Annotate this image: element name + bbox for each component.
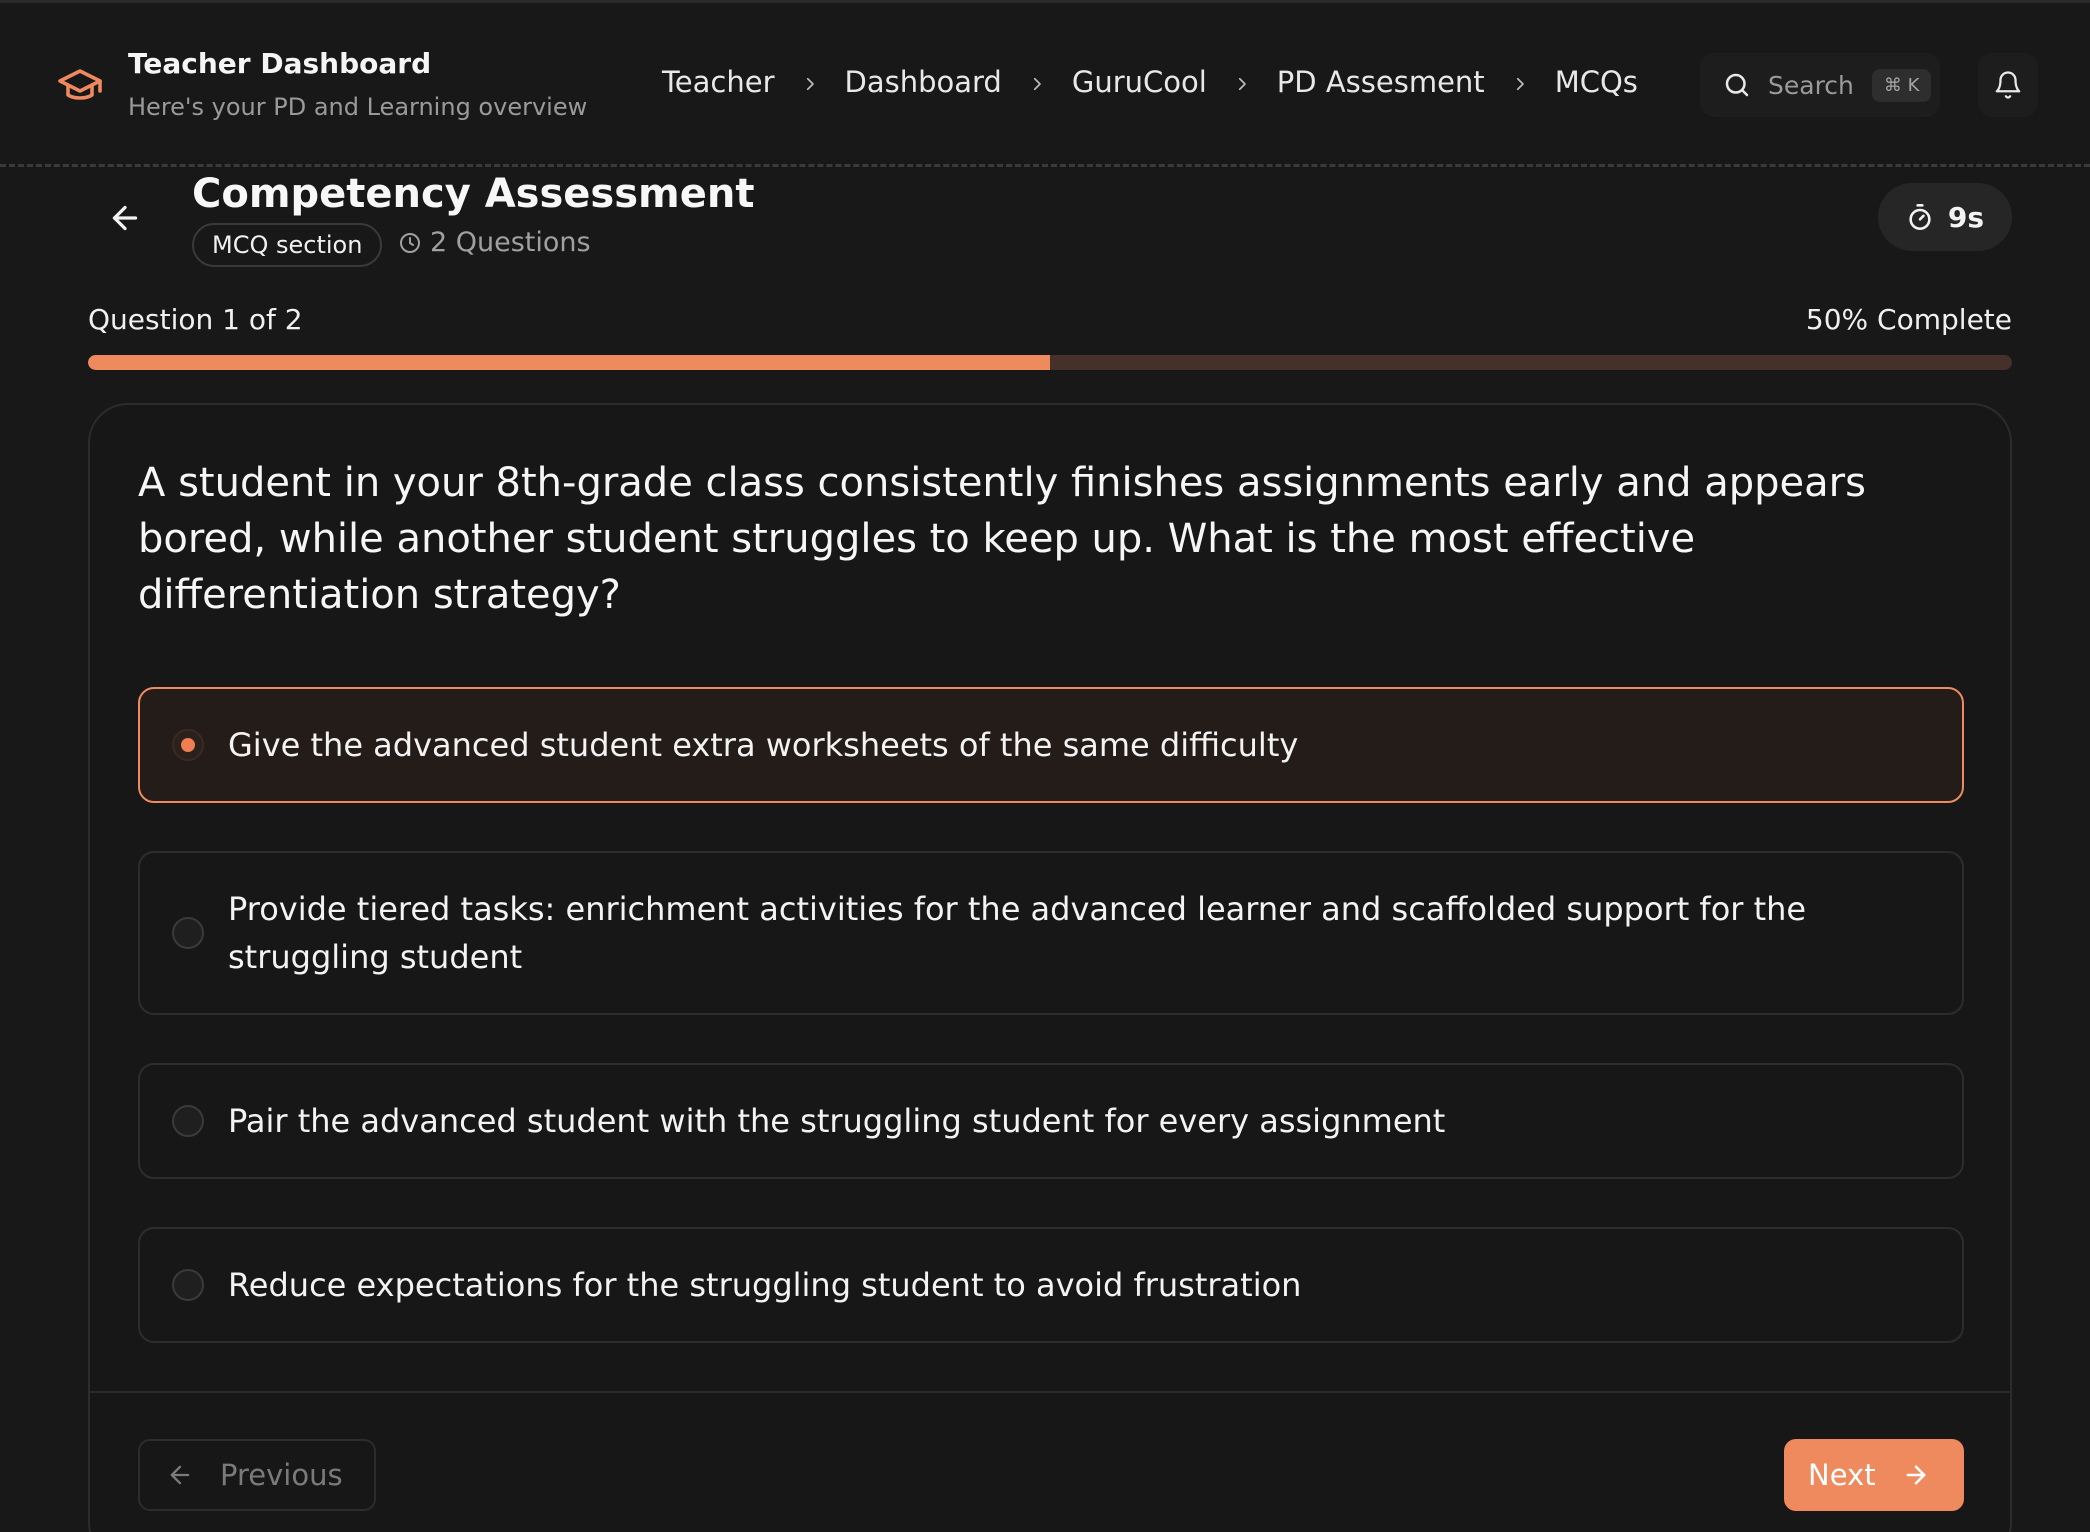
answer-option-label: Pair the advanced student with the struggling student for every assignment bbox=[228, 1102, 1446, 1140]
question-card bbox=[88, 403, 2012, 1532]
breadcrumb-teacher[interactable]: Teacher bbox=[662, 65, 775, 99]
radio-button[interactable] bbox=[172, 917, 204, 949]
previous-button[interactable] bbox=[138, 1439, 376, 1511]
next-button[interactable] bbox=[1784, 1439, 1964, 1511]
arrow-left-icon bbox=[107, 200, 143, 236]
search-label: Search bbox=[1768, 70, 1854, 100]
question-count bbox=[398, 227, 591, 258]
timer-value: 9s bbox=[1947, 200, 1985, 234]
timer-badge bbox=[1878, 183, 2012, 251]
search-shortcut: ⌘ K bbox=[1872, 69, 1932, 102]
breadcrumb-dashboard[interactable]: Dashboard bbox=[844, 65, 1002, 99]
answer-option-label: Provide tiered tasks: enrichment activities for the advanced learner and scaffolded support for the struggling student bbox=[228, 890, 1807, 976]
radio-selected-dot bbox=[181, 738, 195, 752]
next-button-label: Next bbox=[1808, 1458, 1876, 1492]
progress-bar bbox=[88, 355, 2012, 370]
chevron-right-icon bbox=[1002, 65, 1072, 99]
answer-option-4[interactable] bbox=[138, 1227, 1964, 1343]
question-text: A student in your 8th-grade class consistently finishes assignments early and appears bored, while another student struggles to keep up. What is the most effective differentiation strategy? bbox=[138, 460, 1866, 618]
search-icon bbox=[1722, 70, 1752, 100]
answer-option-1[interactable] bbox=[138, 687, 1964, 803]
previous-button-label: Previous bbox=[220, 1458, 343, 1492]
search-button[interactable] bbox=[1700, 53, 1940, 117]
progress-label: Question 1 of 2 bbox=[88, 303, 303, 336]
section-badge: MCQ section bbox=[192, 223, 382, 267]
answer-option-3[interactable] bbox=[138, 1063, 1964, 1179]
stopwatch-icon bbox=[1906, 203, 1934, 231]
breadcrumb-pd-assessment[interactable]: PD Assesment bbox=[1276, 65, 1485, 99]
chevron-right-icon bbox=[775, 65, 845, 99]
breadcrumb-mcqs[interactable]: MCQs bbox=[1554, 65, 1638, 99]
answer-option-label: Reduce expectations for the struggling student to avoid frustration bbox=[228, 1266, 1302, 1304]
dashboard-title: Teacher Dashboard bbox=[128, 47, 432, 80]
chevron-right-icon bbox=[1485, 65, 1555, 99]
notifications-button[interactable] bbox=[1978, 53, 2038, 117]
top-header bbox=[0, 3, 2090, 167]
bell-icon bbox=[1993, 70, 2023, 100]
breadcrumb-gurucool[interactable]: GuruCool bbox=[1071, 65, 1207, 99]
arrow-left-icon bbox=[166, 1461, 194, 1489]
card-divider bbox=[90, 1391, 2010, 1393]
arrow-right-icon bbox=[1902, 1461, 1930, 1489]
radio-button[interactable] bbox=[172, 1105, 204, 1137]
question-count-label: 2 Questions bbox=[430, 227, 591, 258]
progress-percent: 50% Complete bbox=[1805, 303, 2012, 336]
assessment-title: Competency Assessment bbox=[192, 171, 755, 217]
dashboard-subtitle: Here's your PD and Learning overview bbox=[128, 93, 588, 121]
chevron-right-icon bbox=[1207, 65, 1277, 99]
graduation-cap-icon bbox=[56, 61, 104, 109]
clock-icon bbox=[398, 231, 422, 255]
answer-option-2[interactable] bbox=[138, 851, 1964, 1015]
radio-button[interactable] bbox=[172, 1269, 204, 1301]
back-button[interactable] bbox=[100, 193, 150, 243]
radio-button[interactable] bbox=[172, 729, 204, 761]
answer-option-label: Give the advanced student extra worksheets of the same difficulty bbox=[228, 726, 1299, 764]
progress-bar-fill bbox=[88, 355, 1050, 370]
breadcrumb bbox=[662, 65, 1638, 99]
